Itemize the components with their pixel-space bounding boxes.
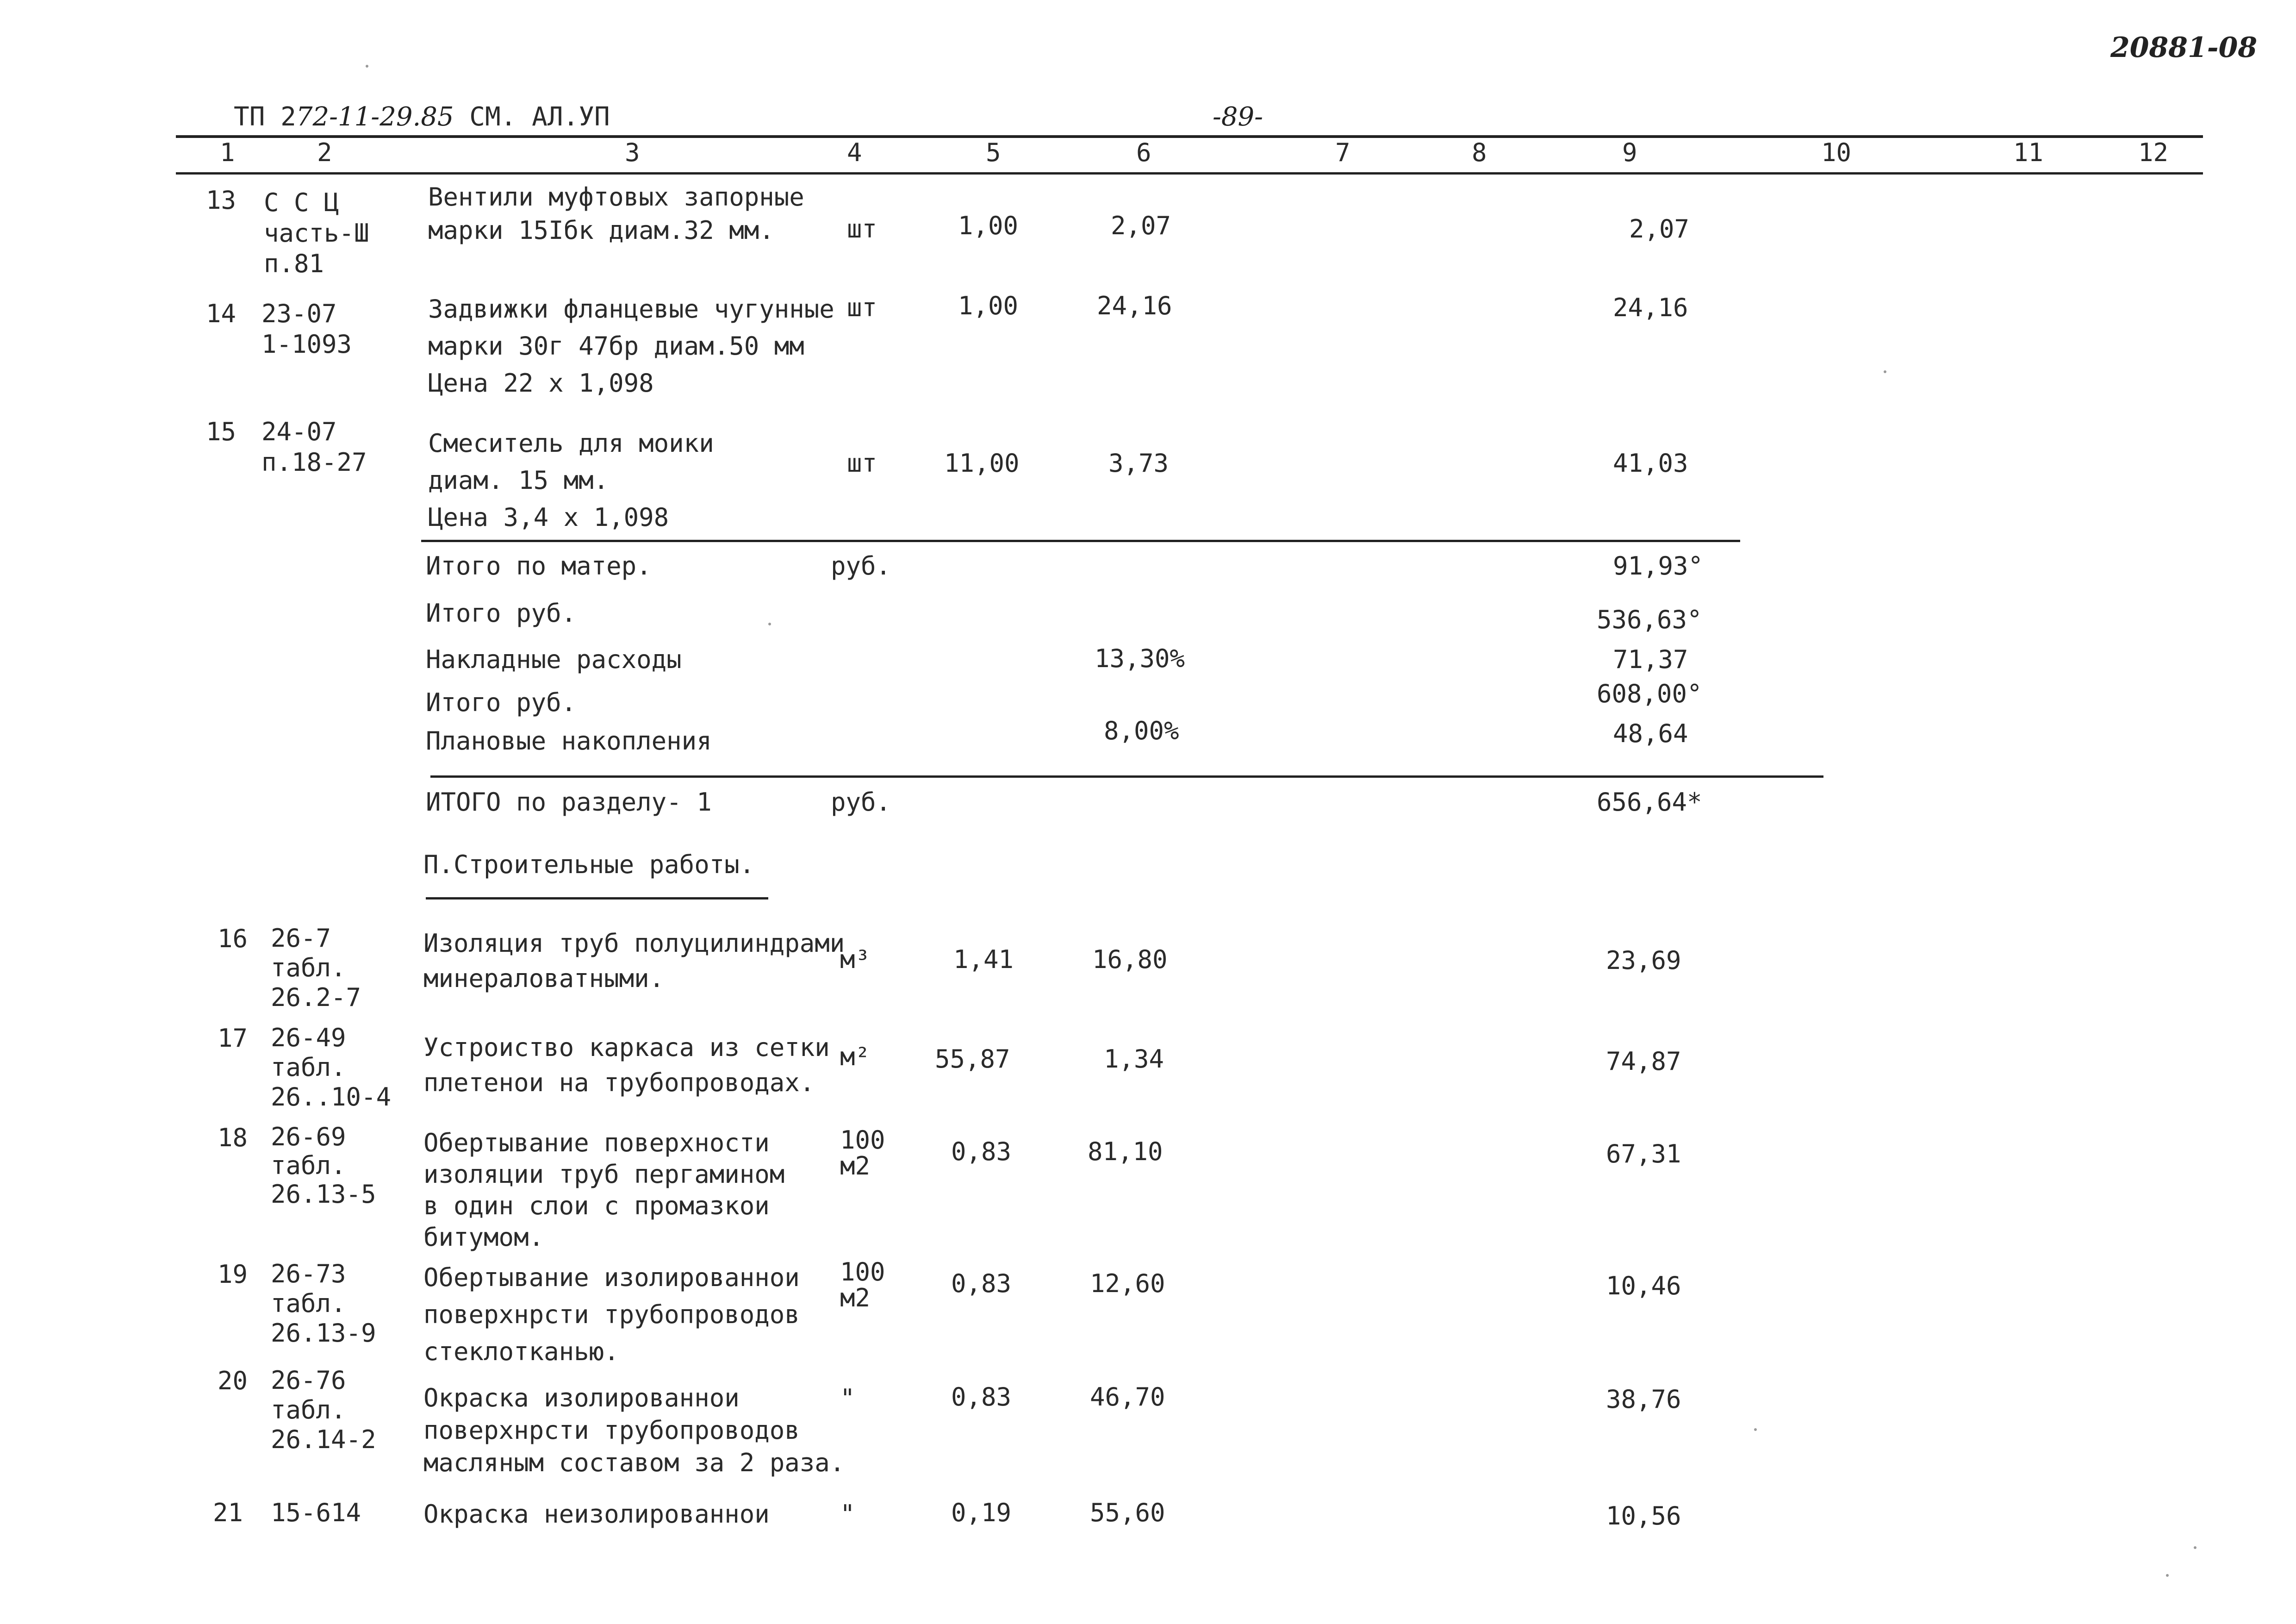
row-total: 2,07 — [1629, 214, 1690, 244]
code-line: 26-69 — [271, 1122, 346, 1151]
code-line: табл. — [271, 1395, 346, 1424]
row-total: 10,46 — [1606, 1271, 1681, 1300]
row-code — [271, 1023, 391, 1112]
row-number: 21 — [213, 1498, 243, 1527]
code-line: часть-Ш — [264, 219, 369, 248]
desc-line: изоляции труб пергамином — [423, 1160, 785, 1189]
row-number: 17 — [218, 1024, 248, 1053]
desc-line: диам. 15 мм. — [428, 466, 609, 495]
row-total: 10,56 — [1606, 1501, 1681, 1530]
row-unit: шт — [847, 293, 877, 322]
row-description — [423, 1499, 770, 1530]
row-number: 20 — [218, 1366, 248, 1395]
row-quantity: 1,41 — [953, 945, 1014, 974]
section-heading: П.Строительные работы. — [423, 850, 755, 879]
desc-line: Задвижки фланцевые чугунные — [428, 294, 834, 324]
col-header-11: 11 — [2013, 138, 2044, 167]
code-line: 26.13-5 — [271, 1180, 376, 1209]
code-line: табл. — [271, 1151, 346, 1180]
row-quantity: 1,00 — [958, 291, 1019, 320]
row-total: 23,69 — [1606, 946, 1681, 975]
desc-line: марки 15Iбк диам.32 мм. — [428, 216, 774, 245]
desc-line: минераловатными. — [423, 964, 665, 993]
row-code — [271, 1498, 361, 1528]
summary-label: Итого руб. — [426, 688, 577, 717]
col-header-3: 3 — [625, 138, 640, 167]
col-header-4: 4 — [847, 138, 862, 167]
desc-line: Обертывание изолированнои — [423, 1263, 800, 1292]
code-line: 26.14-2 — [271, 1425, 376, 1454]
row-description — [428, 291, 834, 402]
code-line: табл. — [271, 1053, 346, 1082]
summary-label: Плановые накопления — [426, 726, 712, 756]
summary-total: 536,63° — [1597, 605, 1702, 634]
row-number: 16 — [218, 924, 248, 953]
desc-line: Устроиство каркаса из сетки — [423, 1033, 830, 1062]
row-unit-price: 2,07 — [1111, 211, 1171, 240]
materials-rule — [421, 540, 1740, 542]
scan-speck — [2166, 1574, 2169, 1577]
row-quantity: 0,83 — [951, 1137, 1012, 1166]
summary-total: 48,64 — [1613, 719, 1688, 748]
row-description — [423, 926, 845, 996]
code-line: 23-07 — [261, 299, 337, 328]
section-heading-underline — [426, 897, 768, 899]
row-number: 18 — [218, 1123, 248, 1152]
row-total: 41,03 — [1613, 449, 1688, 478]
code-line: п.18-27 — [261, 448, 367, 477]
desc-line: Окраска неизолированнои — [423, 1499, 770, 1529]
row-quantity: 1,00 — [958, 211, 1019, 240]
row-unit-price: 81,10 — [1088, 1137, 1163, 1166]
code-line: 1-1093 — [261, 330, 352, 359]
row-total: 67,31 — [1606, 1139, 1681, 1168]
section-total-unit: руб. — [831, 787, 891, 817]
desc-line: поверхнрсти трубопроводов — [423, 1416, 800, 1445]
code-line: С С Ц — [264, 188, 339, 217]
row-number: 14 — [206, 299, 236, 328]
row-description — [423, 1382, 845, 1479]
code-line: табл. — [271, 953, 346, 982]
row-unit-price: 3,73 — [1108, 449, 1169, 478]
scan-speck — [1884, 370, 1886, 373]
desc-line: Вентили муфтовых запорные — [428, 182, 804, 212]
summary-rate: 13,30% — [1095, 644, 1185, 673]
row-unit-price: 55,60 — [1090, 1498, 1165, 1527]
desc-line: масляным составом за 2 раза. — [423, 1448, 845, 1477]
summary-rate: 8,00% — [1104, 716, 1179, 745]
row-description — [423, 1259, 800, 1370]
row-code — [261, 299, 352, 360]
desc-line: Цена 3,4 х 1,098 — [428, 503, 669, 532]
code-line: п.81 — [264, 249, 324, 278]
code-line: 26-76 — [271, 1366, 346, 1395]
row-unit: " — [840, 1499, 855, 1529]
row-unit-price: 24,16 — [1097, 291, 1172, 320]
row-description — [423, 1030, 830, 1100]
row-code — [261, 417, 367, 478]
code-line: табл. — [271, 1289, 346, 1318]
row-quantity: 0,83 — [951, 1269, 1012, 1298]
summary-total: 71,37 — [1613, 645, 1688, 674]
unit-line: 100 — [840, 1125, 885, 1155]
col-header-6: 6 — [1136, 138, 1151, 167]
col-header-12: 12 — [2138, 138, 2169, 167]
col-header-5: 5 — [986, 138, 1001, 167]
row-code — [271, 1123, 376, 1209]
row-number: 15 — [206, 417, 236, 446]
row-quantity: 0,83 — [951, 1382, 1012, 1412]
row-code — [271, 1259, 376, 1348]
col-header-7: 7 — [1335, 138, 1350, 167]
scan-speck — [1754, 1428, 1757, 1431]
row-total: 24,16 — [1613, 293, 1688, 322]
row-code — [271, 924, 361, 1012]
doc-code-printed: ТП 2 — [234, 102, 296, 132]
col-header-10: 10 — [1821, 138, 1852, 167]
row-quantity: 55,87 — [935, 1044, 1010, 1074]
scan-speck — [366, 65, 368, 68]
row-description — [428, 425, 714, 536]
row-unit: м³ — [840, 945, 871, 974]
row-unit: м² — [840, 1042, 871, 1071]
desc-line: Изоляция труб полуцилиндрами — [423, 929, 845, 958]
row-description — [423, 1127, 784, 1253]
summary-total: 608,00° — [1597, 679, 1702, 708]
row-code — [271, 1366, 376, 1455]
row-unit-price: 1,34 — [1104, 1044, 1164, 1074]
summary-label: Итого руб. — [426, 599, 577, 628]
section-total-rule — [430, 775, 1823, 778]
code-line: 26.2-7 — [271, 983, 361, 1012]
unit-line: 100 — [840, 1257, 885, 1287]
row-total: 74,87 — [1606, 1047, 1681, 1076]
desc-line: Обертывание поверхности — [423, 1128, 770, 1157]
row-number: 19 — [218, 1260, 248, 1289]
section-total-value: 656,64* — [1597, 787, 1702, 817]
scan-speck — [768, 623, 771, 625]
row-unit — [840, 1259, 885, 1311]
code-line: 26.13-9 — [271, 1318, 376, 1348]
row-total: 38,76 — [1606, 1385, 1681, 1414]
code-line: 26-7 — [271, 924, 331, 953]
col-header-8: 8 — [1472, 138, 1487, 167]
code-line: 26-73 — [271, 1259, 346, 1288]
row-quantity: 0,19 — [951, 1498, 1012, 1527]
page-number: -89- — [1213, 102, 1263, 132]
row-description — [428, 181, 804, 247]
desc-line: плетенои на трубопроводах. — [423, 1068, 815, 1097]
col-header-2: 2 — [317, 138, 332, 167]
doc-code-handwritten: 72-11-29.85 — [296, 102, 454, 132]
row-unit — [840, 1127, 885, 1179]
desc-line: поверхнрсти трубопроводов — [423, 1300, 800, 1329]
summary-label: Накладные расходы — [426, 645, 682, 674]
desc-line: Смеситель для моики — [428, 429, 714, 458]
desc-line: Окраска изолированнои — [423, 1383, 740, 1412]
row-number: 13 — [206, 186, 236, 215]
code-line: 15-614 — [271, 1498, 361, 1527]
col-header-1: 1 — [220, 138, 235, 167]
summary-unit: руб. — [831, 551, 891, 581]
row-quantity: 11,00 — [944, 449, 1020, 478]
code-line: 26-49 — [271, 1023, 346, 1052]
row-unit: шт — [847, 214, 877, 244]
doc-code — [234, 102, 610, 132]
code-line: 26..10-4 — [271, 1082, 392, 1112]
desc-line: стеклотканью. — [423, 1337, 619, 1366]
header-bottom-rule — [176, 172, 2203, 175]
summary-total: 91,93° — [1613, 551, 1704, 581]
row-unit-price: 46,70 — [1090, 1382, 1165, 1412]
row-unit-price: 16,80 — [1092, 945, 1168, 974]
row-unit-price: 12,60 — [1090, 1269, 1165, 1298]
header-top-rule — [176, 135, 2203, 138]
unit-line: м2 — [840, 1283, 871, 1312]
unit-line: м2 — [840, 1151, 871, 1181]
archive-stamp: 20881-08 — [2110, 31, 2258, 64]
code-line: 24-07 — [261, 417, 337, 446]
scan-speck — [2194, 1546, 2196, 1549]
row-unit: шт — [847, 449, 877, 478]
doc-code-rest: СМ. АЛ.УП — [469, 102, 610, 132]
desc-line: Цена 22 х 1,098 — [428, 369, 654, 398]
summary-label: Итого по матер. — [426, 551, 652, 581]
desc-line: в один слои с промазкои — [423, 1191, 770, 1220]
desc-line: марки 30г 47бр диам.50 мм — [428, 331, 804, 361]
row-code — [264, 187, 369, 279]
col-header-9: 9 — [1622, 138, 1637, 167]
desc-line: битумом. — [423, 1223, 544, 1252]
section-total-label: ИТОГО по разделу- 1 — [426, 787, 712, 817]
row-unit: " — [840, 1384, 855, 1413]
